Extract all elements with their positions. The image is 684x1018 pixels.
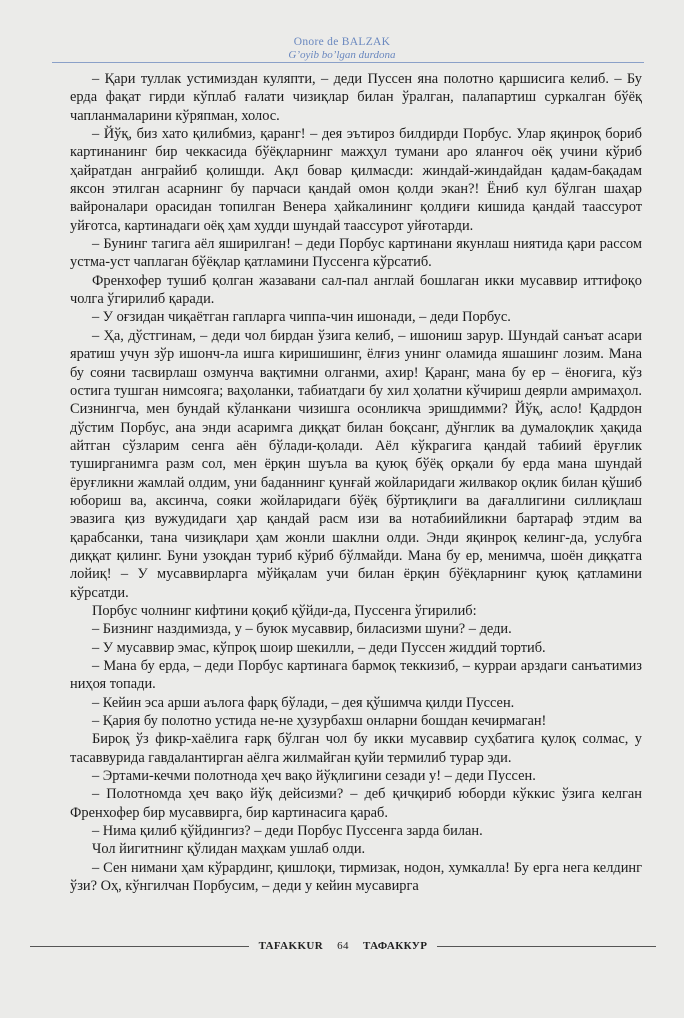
paragraph: Порбус чолнинг кифтини қоқиб қўйди-да, Пуссенга ўгирилиб:	[92, 602, 477, 619]
body-text	[70, 70, 642, 895]
paragraph: Чол йигитнинг қўлидан маҳкам ушлаб олди.	[92, 841, 366, 858]
paragraph: Бироқ ўз фикр-хаёлига ғарқ бўлган чол бу икки мусаввир суҳбатига қулоқ солмас, у тасаввурида гавдалантирган аёлга жилмайган қуйи термилиб турар эди.	[70, 731, 642, 766]
paragraph: – Полотномда ҳеч вақо йўқ дейсизми? – деб қичқириб юборди кўккис ўзига келган Френхофер бир мусаввирга, бир картинасига қараб.	[70, 786, 642, 821]
header-book-title: G’oyib bo’lgan durdona	[288, 49, 396, 61]
footer-rule-left	[30, 946, 249, 947]
paragraph: – Сен нимани ҳам кўрардинг, қишлоқи, тирмизак, нодон, хумкалла! Бу ерга нега келдинг ўзи? Оҳ, кўнгилчан Порбусим, – деди у кейин мусавирга	[70, 859, 642, 895]
page-footer	[30, 940, 656, 952]
paragraph: – Бизнинг наздимизда, у – буюк мусаввир, биласизми шуни? – деди.	[92, 621, 512, 638]
paragraph: – У оғзидан чиқаётган гапларга чиппа-чин ишонади, – деди Порбус.	[92, 309, 511, 326]
footer-right-label: ТАФАККУР	[362, 940, 428, 952]
header-divider	[52, 62, 644, 63]
paragraph: Френхофер тушиб қолган жазавани сал-пал англай бошлаган икки мусаввир иттифоқо чолга ўгирилиб қаради.	[70, 272, 642, 308]
page-number: 64	[337, 940, 349, 952]
paragraph: – Бунинг тагига аёл яширилган! – деди Порбус картинани якунлаш ниятида қари рассом устма-уст чаплаган бўёқлар қатламини Пуссенга кўрсатиб.	[70, 236, 642, 271]
paragraph: – Йўқ, биз хато қилибмиз, қаранг! – дея эътироз билдирди Порбус. Улар яқинроқ бориб картинанинг бир чеккасида бўёқларнинг мажҳул тумани аро яланғоч оёқ учини кўриб ҳайратдан анграйиб қолишди. Ақл бовар қилмасди: жиндай-жиндайдан қадам-бақадам яксон этилган асарнинг бу парчаси қандай омон қолди экан?! Ёниб кул бўлган шаҳар вайроналари орасидан топилган Венера ҳайкалининг қолдиғи кишида қандай таассурот уйғотса, картинадаги оёқ ҳам худди шундай таассурот уйғотарди.	[70, 126, 642, 234]
paragraph: – Қария бу полотно устида не-не ҳузурбахш онларни бошдан кечирмаган!	[92, 713, 547, 730]
paragraph: – Ҳа, дўстгинам, – деди чол бирдан ўзига келиб, – ишониш зарур. Шундай санъат асари яратиш учун зўр ишонч-ла ишга киришишинг, ёлғиз унинг оламида яшашинг лозим. Мана бу сояни тасвирлаш озмунча вақтимни олганми, ахир! Қаранг, мана бу ер – ёноғига, кўз остига тушган нимсояга; ваҳоланки, табиатдаги бу хил ҳолатни кўчириш деярли амримаҳол. Сизнингча, мен бундай кўланкани чизишга осонликча эришдимми? Йўқ, асло! Қадрдон дўстим Порбус, ана энди асаримга диққат билан боқсанг, дўнглик ва думалоқлик ҳақида айтган сўзларим сенга аён бўлади-қолади. Аёл кўкрагига қандай табиий ёруғлик туширганимга разм сол, мен ёрқин шуъла ва қуюқ бўёқ орқали бу ерда мана шундай ёруғликни жамлай олдим, уни баданнинг қунғай жойларидаги жилвакор оқлик билан қўшиб юбориш ва, аксинча, сояки жойларидаги бўёқ бўртиқлиги ва дағаллигини силлиқлаш эвазига қиз вужудидаги ҳар қандай расм изи ва нотабиийликни бартараф этдим ва қарабсанки, тана чизиқлари ҳам жонли шаклни олди. Энди яқинроқ келинг-да, услубга диққат қилинг. Буни узоқдан туриб кўриб бўлмайди. Мана бу ер, менимча, шоён диққатга лойиқ! – У мусаввирларга мўйқалам учи билан ёрқин бўёқларнинг қуюқ қатламини кўрсатди.	[70, 327, 642, 601]
paragraph: – Қари туллак устимиздан куляпти, – деди Пуссен яна полотно қаршисига келиб. – Бу ерда фақат гирди кўплаб ғалати чизиқлар билан ўралган, палапартиш суркалган бўёқ чапланмаларини кўряпман, холос.	[70, 71, 642, 124]
paragraph: – Эртами-кечми полотнода ҳеч вақо йўқлигини сезади у! – деди Пуссен.	[92, 768, 536, 785]
paragraph: – Кейин эса арши аълога фарқ бўлади, – дея қўшимча қилди Пуссен.	[92, 694, 515, 711]
paragraph: – У мусаввир эмас, кўпроқ шоир шекилли, – деди Пуссен жиддий тортиб.	[92, 639, 546, 656]
footer-rule-right	[437, 946, 656, 947]
footer-left-label: TAFAKKUR	[258, 940, 324, 952]
paragraph: – Мана бу ерда, – деди Порбус картинага бармоқ теккизиб, – курраи арздаги санъатимиз ниҳоя топади.	[70, 658, 642, 693]
header-author: Onore de BALZAK	[293, 36, 391, 48]
paragraph: – Нима қилиб қўйдингиз? – деди Порбус Пуссенга зарда билан.	[92, 823, 483, 840]
running-header	[0, 36, 684, 62]
